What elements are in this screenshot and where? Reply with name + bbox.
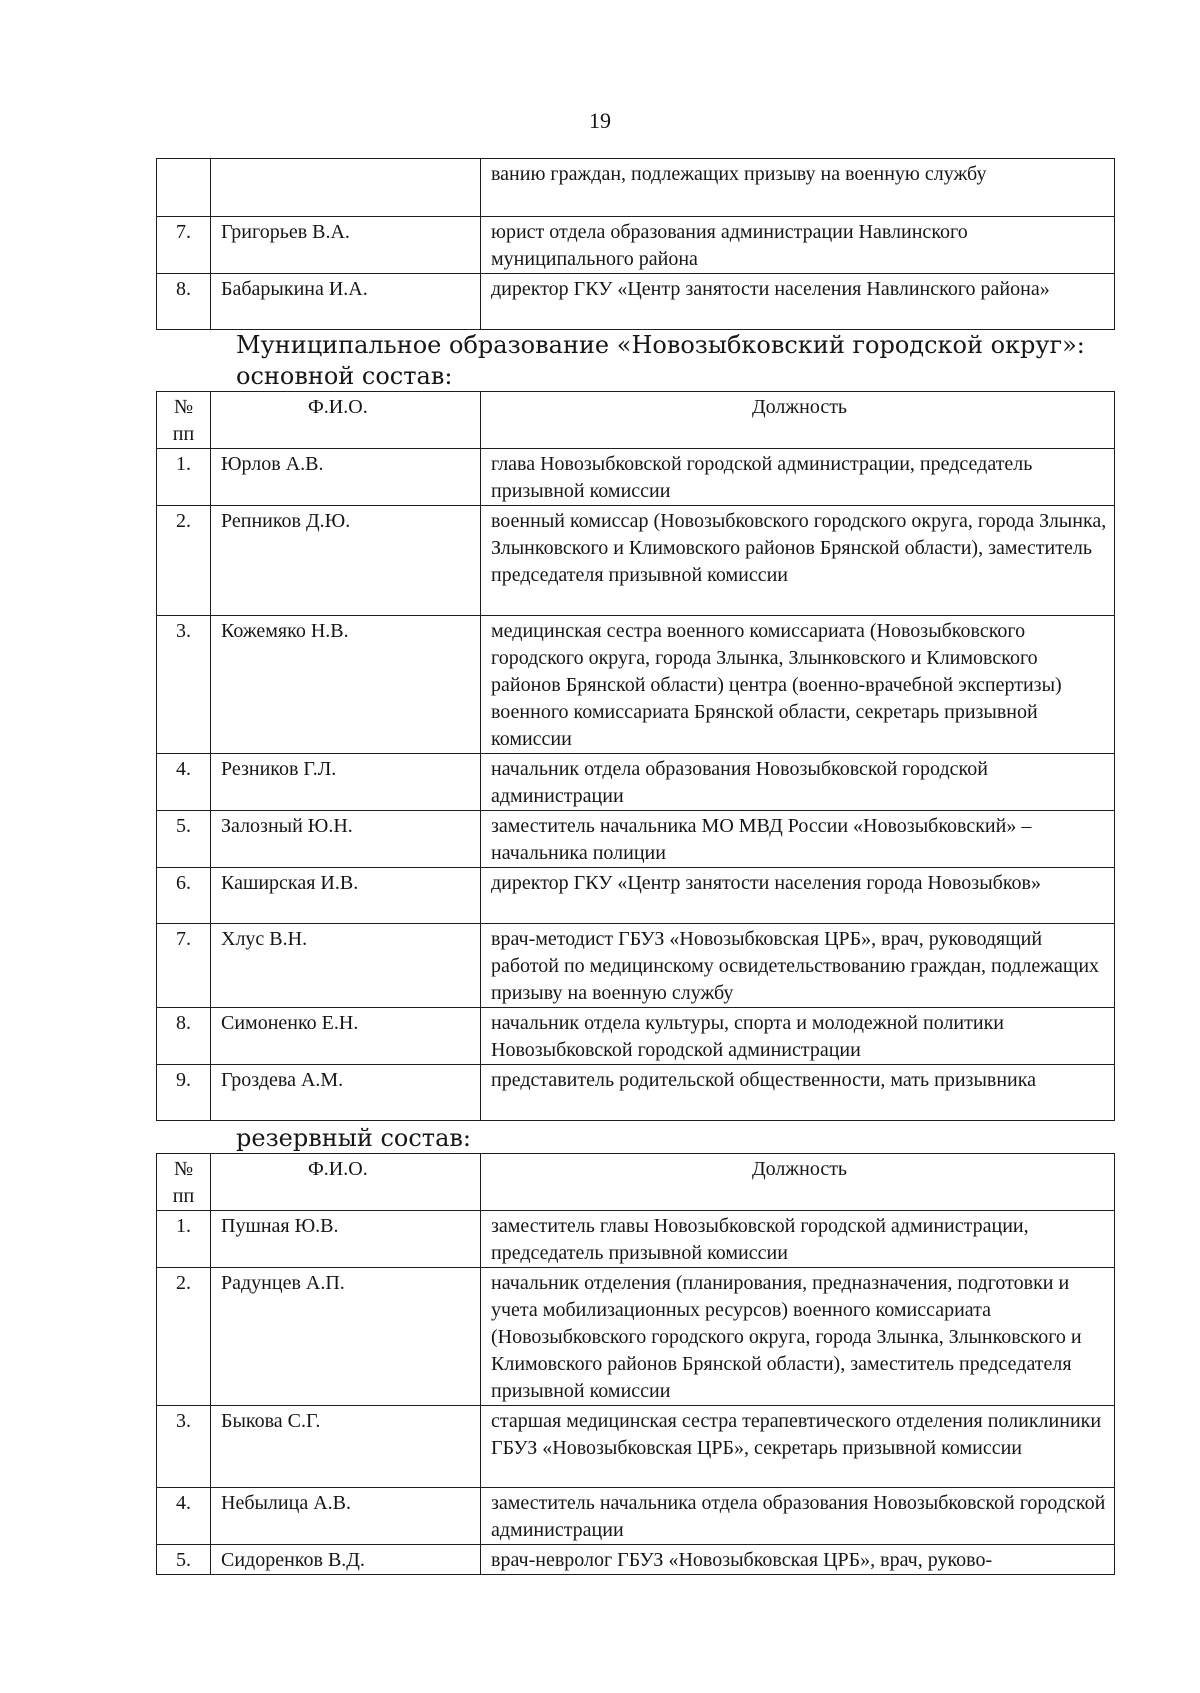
row-name: Каширская И.В. [211,868,481,924]
header-name: Ф.И.О. [211,1154,481,1211]
table-row [157,1268,1115,1406]
row-number: 2. [157,506,211,616]
row-name: Радунцев А.П. [211,1268,481,1406]
row-position: юрист отдела образования администрации Навлинского муниципального района [481,217,1115,274]
table-row [157,754,1115,811]
table-row [157,811,1115,868]
main-composition-label: основной состав: [236,362,453,390]
row-name: Репников Д.Ю. [211,506,481,616]
row-name: Юрлов А.В. [211,449,481,506]
row-number: 3. [157,1406,211,1488]
table-row [157,159,1115,217]
table-row [157,616,1115,754]
row-number: 8. [157,274,211,330]
header-position: Должность [481,1154,1115,1211]
header-number-sign: № [173,1158,194,1180]
row-position: директор ГКУ «Центр занятости населения Навлинского района» [481,274,1115,330]
header-number [157,392,211,449]
table-row [157,449,1115,506]
row-number: 1. [157,449,211,506]
row-position: заместитель начальника МО МВД России «Новозыбковский» – начальника полиции [481,811,1115,868]
row-position: представитель родительской общественности, мать призывника [481,1065,1115,1121]
row-number: 9. [157,1065,211,1121]
header-number-pp: пп [172,423,195,445]
header-number [157,1154,211,1211]
header-number-pp: пп [172,1185,195,1207]
reserve-composition-table [156,1153,1115,1575]
row-name: Хлус В.Н. [211,924,481,1008]
row-position: заместитель главы Новозыбковской городской администрации, председатель призывной комиссии [481,1211,1115,1268]
row-position: глава Новозыбковской городской администрации, председатель призывной комиссии [481,449,1115,506]
row-name: Пушная Ю.В. [211,1211,481,1268]
row-number: 8. [157,1008,211,1065]
row-number: 4. [157,754,211,811]
row-position: врач-методист ГБУЗ «Новозыбковская ЦРБ», врач, руководящий работой по медицинскому освидетельствованию граждан, подлежащих призыву на военную службу [481,924,1115,1008]
row-position: старшая медицинская сестра терапевтического отделения поликлиники ГБУЗ «Новозыбковская ЦРБ», секретарь призывной комиссии [481,1406,1115,1488]
header-name: Ф.И.О. [211,392,481,449]
row-number: 4. [157,1488,211,1545]
table-header-row [157,1154,1115,1211]
row-number: 7. [157,217,211,274]
page-number: 19 [589,108,611,133]
row-position: начальник отдела культуры, спорта и молодежной политики Новозыбковской городской администрации [481,1008,1115,1065]
table-row [157,924,1115,1008]
row-name: Небылица А.В. [211,1488,481,1545]
municipality-title: Муниципальное образование «Новозыбковский городской округ»: [236,331,1085,359]
row-position: начальник отделения (планирования, предназначения, подготовки и учета мобилизационных ресурсов) военного комиссариата (Новозыбковского городского округа, города Злынка, Злынковского и Климовского районов Брянской области), заместитель председателя призывной комиссии [481,1268,1115,1406]
continuation-table [156,158,1115,330]
table-row [157,1211,1115,1268]
table-row [157,1406,1115,1488]
row-name: Быкова С.Г. [211,1406,481,1488]
table-row [157,1008,1115,1065]
row-position: медицинская сестра военного комиссариата (Новозыбковского городского округа, города Злынка, Злынковского и Климовского районов Брянской области) центра (военно-врачебной экспертизы) военного комиссариата Брянской области, секретарь призывной комиссии [481,616,1115,754]
row-name: Бабарыкина И.А. [211,274,481,330]
row-name [211,159,481,217]
table-row [157,274,1115,330]
row-name: Резников Г.Л. [211,754,481,811]
table-row [157,1545,1115,1575]
row-number: 6. [157,868,211,924]
row-number: 7. [157,924,211,1008]
table-row [157,217,1115,274]
reserve-composition-label: резервный состав: [236,1124,471,1152]
row-name: Сидоренков В.Д. [211,1545,481,1575]
main-composition-table [156,391,1115,1121]
header-position: Должность [481,392,1115,449]
row-number: 5. [157,1545,211,1575]
row-number: 5. [157,811,211,868]
row-number [157,159,211,217]
row-name: Григорьев В.А. [211,217,481,274]
row-position: военный комиссар (Новозыбковского городского округа, города Злынка, Злынковского и Климовского районов Брянской области), заместитель председателя призывной комиссии [481,506,1115,616]
row-position: начальник отдела образования Новозыбковской городской администрации [481,754,1115,811]
table-header-row [157,392,1115,449]
row-position: директор ГКУ «Центр занятости населения города Новозыбков» [481,868,1115,924]
row-name: Кожемяко Н.В. [211,616,481,754]
row-number: 1. [157,1211,211,1268]
row-number: 2. [157,1268,211,1406]
table-row [157,1488,1115,1545]
table-row [157,868,1115,924]
row-position: ванию граждан, подлежащих призыву на военную службу [481,159,1115,217]
table-row [157,506,1115,616]
row-position: врач-невролог ГБУЗ «Новозыбковская ЦРБ», врач, руково- [481,1545,1115,1575]
row-number: 3. [157,616,211,754]
header-number-sign: № [173,396,194,418]
row-name: Гроздева А.М. [211,1065,481,1121]
row-position: заместитель начальника отдела образования Новозыбковской городской администрации [481,1488,1115,1545]
row-name: Симоненко Е.Н. [211,1008,481,1065]
row-name: Залозный Ю.Н. [211,811,481,868]
table-row [157,1065,1115,1121]
